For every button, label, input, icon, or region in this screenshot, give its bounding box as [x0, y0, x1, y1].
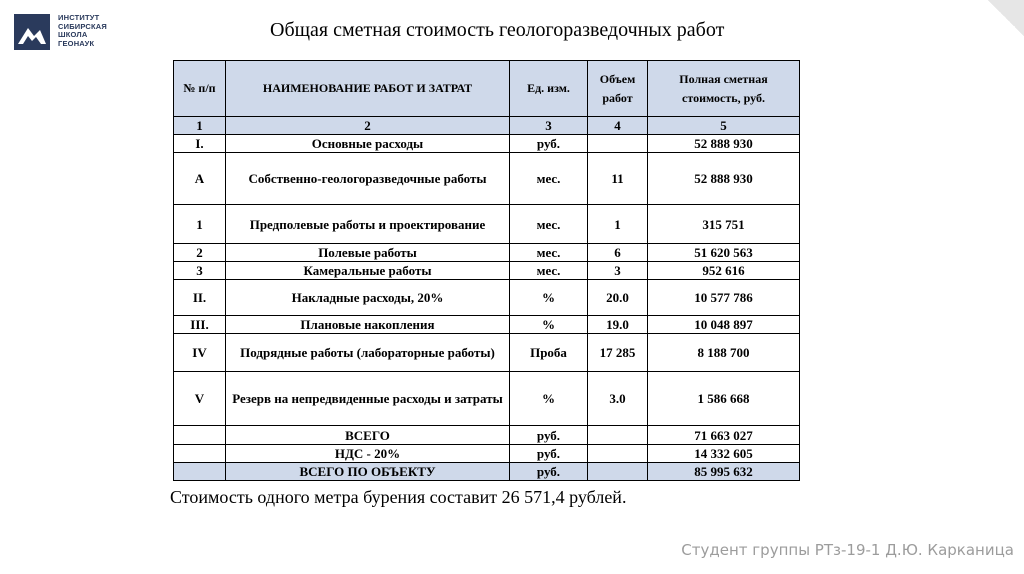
cost-estimate-table [173, 60, 800, 481]
column-number-row [174, 117, 800, 135]
cell-number: V [174, 372, 226, 426]
table-row [174, 372, 800, 426]
table-row [174, 205, 800, 244]
cell-cost: 10 048 897 [648, 316, 800, 334]
drilling-cost-note: Стоимость одного метра бурения составит 26 571,4 рублей. [170, 487, 627, 507]
logo-text [58, 14, 107, 48]
cell-number [174, 463, 226, 481]
cell-unit: руб. [510, 463, 588, 481]
cell-unit: % [510, 316, 588, 334]
cell-number: II. [174, 280, 226, 316]
cell-cost: 85 995 632 [648, 463, 800, 481]
table-row [174, 445, 800, 463]
slide-title: Общая сметная стоимость геологоразведочных работ [270, 19, 725, 41]
cell-unit: руб. [510, 135, 588, 153]
cell-unit: мес. [510, 262, 588, 280]
cell-volume [588, 463, 648, 481]
cell-volume [588, 426, 648, 445]
cell-name: Камеральные работы [226, 262, 510, 280]
cell-unit: Проба [510, 334, 588, 372]
cell-volume [588, 135, 648, 153]
column-number: 2 [226, 117, 510, 135]
table-header-row [174, 61, 800, 117]
table-row [174, 316, 800, 334]
cell-name: Резерв на непредвиденные расходы и затраты [226, 372, 510, 426]
cell-number: III. [174, 316, 226, 334]
logo-line: ИНСТИТУТ [58, 13, 100, 22]
author-footer: Студент группы РТз-19-1 Д.Ю. Карканица [681, 541, 1014, 559]
header-number: № п/п [174, 61, 226, 117]
cell-number: I. [174, 135, 226, 153]
cell-name: Собственно-геологоразведочные работы [226, 153, 510, 205]
institute-logo [14, 14, 107, 50]
cell-cost: 52 888 930 [648, 153, 800, 205]
cell-unit: мес. [510, 244, 588, 262]
cell-cost: 10 577 786 [648, 280, 800, 316]
logo-line: СИБИРСКАЯ [58, 21, 108, 31]
cell-name: НДС - 20% [226, 445, 510, 463]
header-total-cost: Полная сметная стоимость, руб. [648, 61, 800, 117]
cell-cost: 315 751 [648, 205, 800, 244]
cell-unit: % [510, 280, 588, 316]
logo-line: ШКОЛА [58, 30, 88, 39]
cell-volume: 17 285 [588, 334, 648, 372]
cell-cost: 1 586 668 [648, 372, 800, 426]
cell-name: Плановые накопления [226, 316, 510, 334]
cell-volume: 6 [588, 244, 648, 262]
cell-unit: руб. [510, 445, 588, 463]
cell-cost: 14 332 605 [648, 445, 800, 463]
cell-name: Полевые работы [226, 244, 510, 262]
table-row [174, 153, 800, 205]
header-unit: Ед. изм. [510, 61, 588, 117]
table-row [174, 244, 800, 262]
column-number: 5 [648, 117, 800, 135]
logo-emblem-icon [14, 14, 50, 50]
column-number: 4 [588, 117, 648, 135]
logo-line: ГЕОНАУК [58, 38, 95, 48]
cell-volume: 1 [588, 205, 648, 244]
cell-number: А [174, 153, 226, 205]
cell-name: Подрядные работы (лабораторные работы) [226, 334, 510, 372]
column-number: 3 [510, 117, 588, 135]
cell-name: Предполевые работы и проектирование [226, 205, 510, 244]
cell-cost: 71 663 027 [648, 426, 800, 445]
cell-cost: 51 620 563 [648, 244, 800, 262]
cell-volume: 20.0 [588, 280, 648, 316]
table-row [174, 262, 800, 280]
cell-number: 2 [174, 244, 226, 262]
table-row [174, 426, 800, 445]
cell-cost: 52 888 930 [648, 135, 800, 153]
cell-number: 1 [174, 205, 226, 244]
cell-unit: % [510, 372, 588, 426]
table-row [174, 280, 800, 316]
cell-number [174, 426, 226, 445]
cell-cost: 8 188 700 [648, 334, 800, 372]
cell-name: Основные расходы [226, 135, 510, 153]
cell-unit: мес. [510, 205, 588, 244]
header-name: НАИМЕНОВАНИЕ РАБОТ И ЗАТРАТ [226, 61, 510, 117]
cell-name: ВСЕГО [226, 426, 510, 445]
cell-name: Накладные расходы, 20% [226, 280, 510, 316]
table-row [174, 135, 800, 153]
cell-cost: 952 616 [648, 262, 800, 280]
grand-total-row [174, 463, 800, 481]
cell-volume: 3.0 [588, 372, 648, 426]
cell-unit: мес. [510, 153, 588, 205]
cell-volume [588, 445, 648, 463]
slide-corner-decoration [988, 0, 1024, 36]
header-volume: Объем работ [588, 61, 648, 117]
cell-number: 3 [174, 262, 226, 280]
cell-volume: 19.0 [588, 316, 648, 334]
cell-name: ВСЕГО ПО ОБЪЕКТУ [226, 463, 510, 481]
column-number: 1 [174, 117, 226, 135]
cell-number: IV [174, 334, 226, 372]
table-row [174, 334, 800, 372]
cell-number [174, 445, 226, 463]
cell-volume: 11 [588, 153, 648, 205]
cell-unit: руб. [510, 426, 588, 445]
cell-volume: 3 [588, 262, 648, 280]
